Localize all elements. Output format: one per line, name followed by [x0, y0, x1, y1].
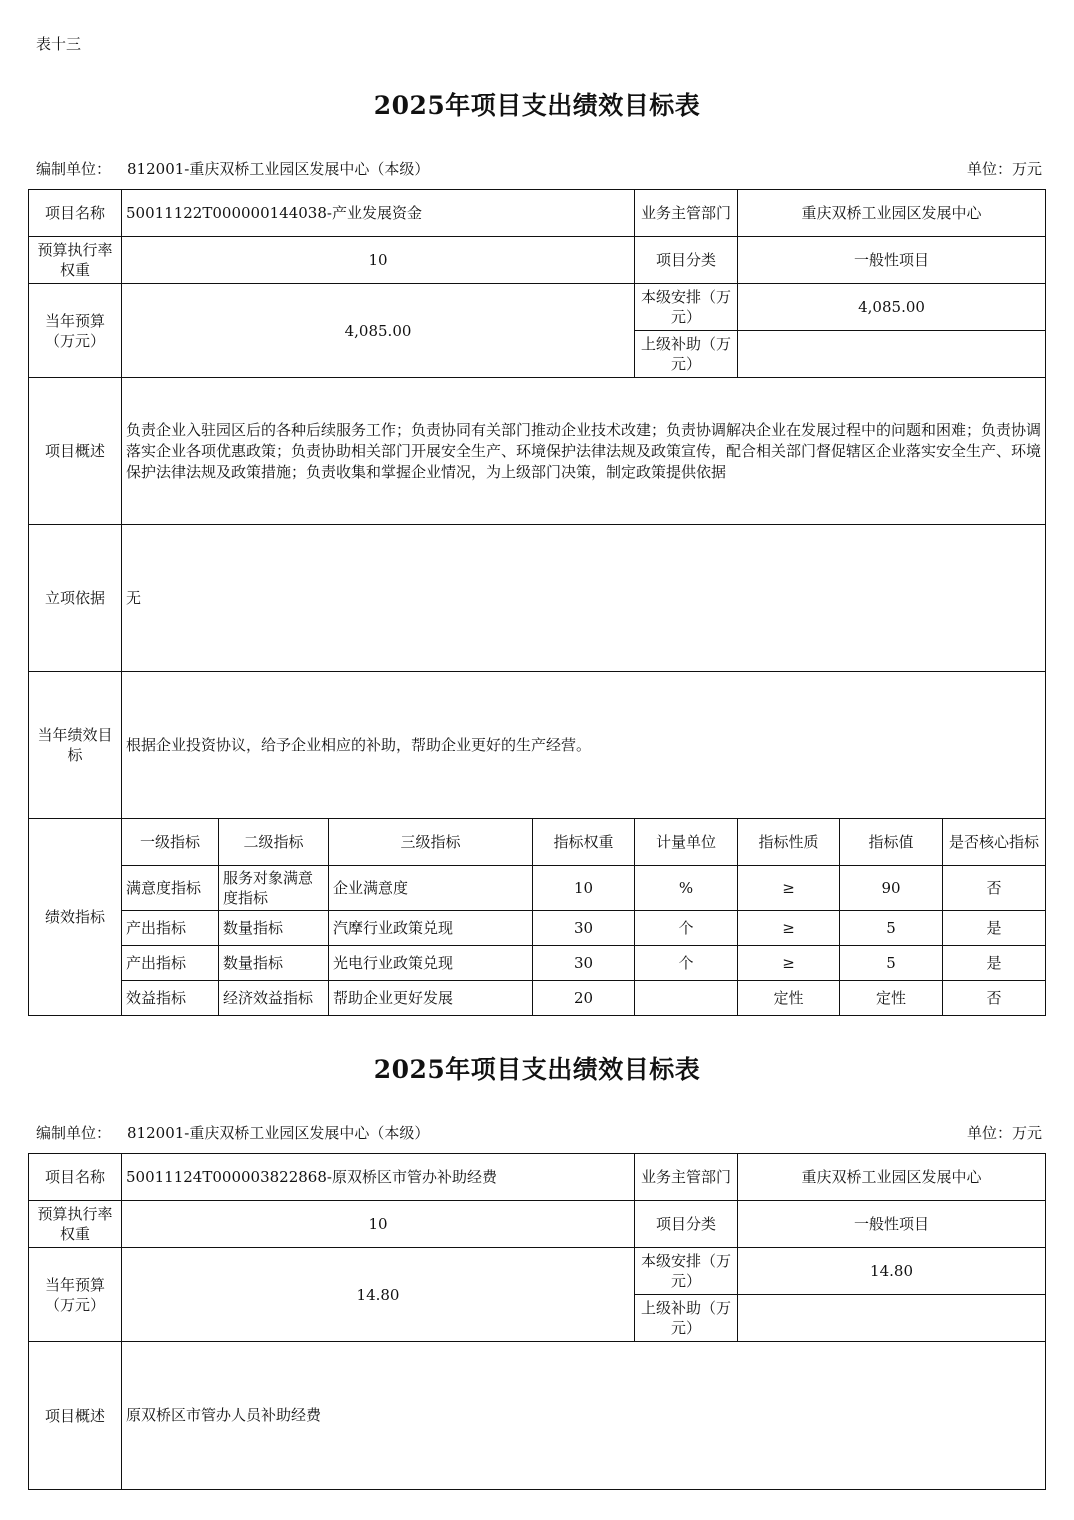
perf-cell: 5 — [840, 911, 943, 946]
perf-cell: 90 — [840, 866, 943, 911]
category-label: 项目分类 — [635, 1201, 738, 1248]
perf-cell: 定性 — [738, 981, 840, 1016]
perf-cell: % — [635, 866, 738, 911]
perf-header-row — [29, 819, 1046, 866]
project-name-value: 50011124T000003822868-原双桥区市管办补助经费 — [122, 1154, 635, 1201]
perf-cell: 帮助企业更好发展 — [329, 981, 533, 1016]
perf-cell: ≥ — [738, 911, 840, 946]
perf-cell: 个 — [635, 911, 738, 946]
perf-cell: 是 — [943, 946, 1046, 981]
perf-header-core: 是否核心指标 — [943, 819, 1046, 866]
perf-cell: 企业满意度 — [329, 866, 533, 911]
perf-cell: 定性 — [840, 981, 943, 1016]
subsidy-value — [738, 331, 1046, 378]
perf-cell: 数量指标 — [219, 946, 329, 981]
subsidy-value — [738, 1295, 1046, 1342]
perf-header-level1: 一级指标 — [122, 819, 219, 866]
dept-label: 业务主管部门 — [635, 1154, 738, 1201]
overview-value: 负责企业入驻园区后的各种后续服务工作；负责协同有关部门推动企业技术改建；负责协调解决企业在发展过程中的问题和困难；负责协调落实企业各项优惠政策；负责协助相关部门开展安全生产、环境保护法律法规及政策宣传，配合相关部门督促辖区企业落实安全生产、环境保护法律法规及政策措施；负责收集和掌握企业情况，为上级部门决策，制定政策提供依据 — [122, 378, 1046, 525]
exec-rate-label: 预算执行率权重 — [29, 1201, 122, 1248]
perf-cell: 否 — [943, 981, 1046, 1016]
perf-header-nature: 指标性质 — [738, 819, 840, 866]
perf-cell: 5 — [840, 946, 943, 981]
perf-cell: 光电行业政策兑现 — [329, 946, 533, 981]
exec-rate-value: 10 — [122, 1201, 635, 1248]
overview-label: 项目概述 — [29, 378, 122, 525]
perf-cell: 汽摩行业政策兑现 — [329, 911, 533, 946]
project-name-label: 项目名称 — [29, 190, 122, 237]
compiling-unit — [36, 158, 429, 179]
perf-cell: 满意度指标 — [122, 866, 219, 911]
category-value: 一般性项目 — [738, 1201, 1046, 1248]
category-value: 一般性项目 — [738, 237, 1046, 284]
perf-cell: 30 — [533, 911, 635, 946]
perf-header-unit: 计量单位 — [635, 819, 738, 866]
perf-cell: 数量指标 — [219, 911, 329, 946]
dept-value: 重庆双桥工业园区发展中心 — [738, 1154, 1046, 1201]
goal-value: 根据企业投资协议，给予企业相应的补助，帮助企业更好的生产经营。 — [122, 672, 1046, 819]
perf-cell: 效益指标 — [122, 981, 219, 1016]
overview-label: 项目概述 — [29, 1342, 122, 1490]
performance-target-table — [28, 1153, 1046, 1490]
perf-cell — [635, 981, 738, 1016]
form-title: 2025年项目支出绩效目标表 — [373, 91, 701, 120]
own-budget-label: 本级安排（万元） — [635, 1248, 738, 1295]
own-budget-label: 本级安排（万元） — [635, 284, 738, 331]
perf-cell: 个 — [635, 946, 738, 981]
compiling-unit — [36, 1122, 429, 1143]
own-budget-value: 4,085.00 — [738, 284, 1046, 331]
perf-cell: 是 — [943, 911, 1046, 946]
table-row — [29, 981, 1046, 1016]
dept-value: 重庆双桥工业园区发展中心 — [738, 190, 1046, 237]
exec-rate-label: 预算执行率权重 — [29, 237, 122, 284]
currency-unit: 单位：万元 — [966, 1124, 1042, 1142]
category-label: 项目分类 — [635, 237, 738, 284]
basis-label: 立项依据 — [29, 525, 122, 672]
perf-header-level3: 三级指标 — [329, 819, 533, 866]
perf-header-level2: 二级指标 — [219, 819, 329, 866]
budget-label: 当年预算（万元） — [29, 1248, 122, 1342]
overview-value: 原双桥区市管办人员补助经费 — [122, 1342, 1046, 1490]
own-budget-value: 14.80 — [738, 1248, 1046, 1295]
perf-cell: 10 — [533, 866, 635, 911]
perf-cell: 服务对象满意度指标 — [219, 866, 329, 911]
table-row — [29, 911, 1046, 946]
performance-target-table — [28, 189, 1046, 1016]
perf-label: 绩效指标 — [29, 819, 122, 1016]
form-title: 2025年项目支出绩效目标表 — [373, 1055, 701, 1084]
perf-header-weight: 指标权重 — [533, 819, 635, 866]
goal-label: 当年绩效目标 — [29, 672, 122, 819]
budget-value: 4,085.00 — [122, 284, 635, 378]
table-row — [29, 866, 1046, 911]
perf-cell: ≥ — [738, 866, 840, 911]
subsidy-label: 上级补助（万元） — [635, 1295, 738, 1342]
perf-cell: 经济效益指标 — [219, 981, 329, 1016]
table-number-label: 表十三 — [36, 35, 82, 53]
budget-label: 当年预算（万元） — [29, 284, 122, 378]
perf-cell: 20 — [533, 981, 635, 1016]
perf-header-value: 指标值 — [840, 819, 943, 866]
project-name-label: 项目名称 — [29, 1154, 122, 1201]
compiling-unit-label: 编制单位： — [36, 160, 112, 178]
compiling-unit-value: 812001-重庆双桥工业园区发展中心（本级） — [127, 1124, 430, 1142]
perf-cell: ≥ — [738, 946, 840, 981]
perf-cell: 30 — [533, 946, 635, 981]
project-name-value: 50011122T000000144038-产业发展资金 — [122, 190, 635, 237]
compiling-unit-label: 编制单位： — [36, 1124, 112, 1142]
dept-label: 业务主管部门 — [635, 190, 738, 237]
table-row — [29, 946, 1046, 981]
budget-value: 14.80 — [122, 1248, 635, 1342]
perf-cell: 否 — [943, 866, 1046, 911]
compiling-unit-value: 812001-重庆双桥工业园区发展中心（本级） — [127, 160, 430, 178]
currency-unit: 单位：万元 — [966, 160, 1042, 178]
exec-rate-value: 10 — [122, 237, 635, 284]
perf-cell: 产出指标 — [122, 946, 219, 981]
subsidy-label: 上级补助（万元） — [635, 331, 738, 378]
basis-value: 无 — [122, 525, 1046, 672]
perf-cell: 产出指标 — [122, 911, 219, 946]
